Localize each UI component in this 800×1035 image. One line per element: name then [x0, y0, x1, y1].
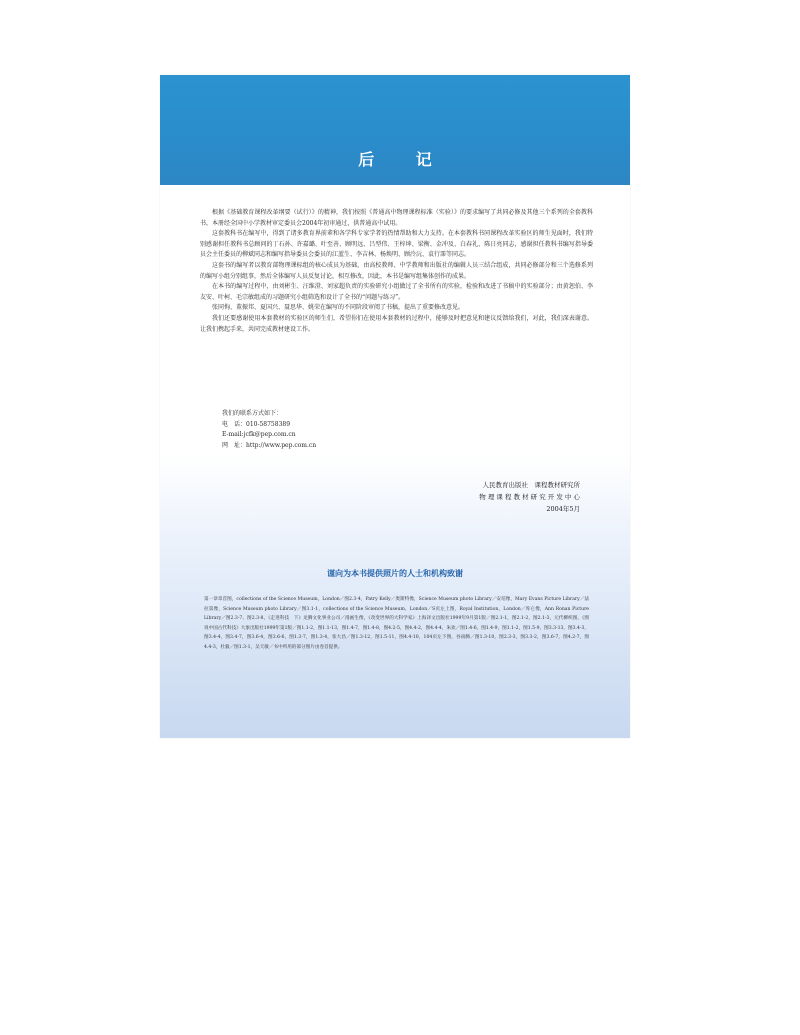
postscript-body [200, 208, 593, 335]
signature-date: 2004年5月 [546, 505, 580, 513]
contact-website: 网 址：http://www.pep.com.cn [222, 441, 317, 449]
contact-phone: 电 话：010-58758389 [222, 420, 291, 428]
acknowledgement-title: 谨向为本书提供照片的人士和机构致谢 [327, 568, 463, 578]
acknowledgement-text: 第一章章首图，collections of the Science Museum，London／图2.3-4，Patry Kelly／奥斯特像，Science Museum photo Library／安培像，Mary Evans Picture Library／法拉第像，Science Museum photo Library／图3.1-1，collections of the Science Museum，London／S页左上图，Royal Institution，London／库仑像，Ann Ronan Picture Library／图2.3-7、图2.3-8，《走进科技 下》龙腾文化事业公司／漫画生像，《改变世界的大科学家》上海译文出版社1999年9月第1版／图2.1-1，图2.1-2，图2.1-3，元代柳织图，《图说中国古代科技》大象出版社1999年第1版／图1.1-2，图1.1-13，图1.4-7，图1.4-8，图4.2-5，图4.4-2，图4.4-4，朱欢／图1.4-6，图1.4-9，图1.1-2，图1.5-9，图3.3-13，图3.4-3，图3.4-4，图3.4-7，图3.6-4，图3.6-6，图1.3-7，图1.3-4，张大昌／图1.3-12，图1.5-11，图4.4-10，104页左下图，谷雨腾／图1.3-10，图2.3-3，图3.3-2，图3.6-7，图4.2-7，图4.4-3，杜毅／图1.3-1，吴天敏／书中所用的部分图片由卷首提供。 [204, 597, 589, 650]
body-paragraph: 我们还要感谢使用本套教材的实验区的师生们，希望你们在使用本套教材的过程中，能够及时把意见和建议反馈给我们，对此，我们深表谢意。让我们携起手来，共同完成教材建设工作。 [200, 314, 593, 333]
body-paragraph: 在本书的编写过程中，由刘彬生、汪维澄、刘家超负责的实验研究小组做过了全书所有的实验，检验和改进了书稿中的实验部分；由黄恕伯、李友安、叶柯、毛宗敏组成的习题研究小组筛选和设计了全书的“问题与练习”。 [200, 283, 593, 301]
signature-block [320, 479, 580, 515]
signature-center: 物 理 课 程 教 材 研 究 开 发 中 心 [479, 493, 580, 501]
document-page [160, 75, 630, 738]
contact-email: E-mail:jcfk@pep.com.cn [222, 431, 296, 439]
body-paragraph: 这套书的编写者以教育部物理课标组的核心成员为基础，由高校教师、中学教师和出版社的编辑人员三结合组成，共同必修部分和三个选修系列的编写小组分别组事，然后全体编写人员反复讨论，相互修改，因此，本书是编写组集体创作的成果。 [200, 261, 593, 280]
page-title: 后 记 [358, 150, 450, 169]
contact-intro: 我们的联系方式如下： [222, 410, 283, 417]
body-paragraph: 根据《基础教育课程改革纲要（试行）》的精神，我们按照《普通高中物理课程标准（实验）》的要求编写了共同必修及其他三个系列的全套教科书，本册经全国中小学教材审定委员会2004年初审通过，供普通高中试用。 [200, 209, 593, 227]
body-paragraph: 这套教科书在编写中，得到了诸多教育界前辈和各学科专家学者的热情帮助和大力支持。在本套教科书同课程改革实验区的师生见面时，我们特别感谢担任教科书总顾问的丁石孙、许嘉璐、叶至善、顾明远、吕型伟、王梓坤、梁衡、金冲及、白春礼、陈日亮同志，感谢担任教科书编写指导委员会主任委员的柳斌同志和编写指导委员会委员的江蓝生、李吉林、杨焕明、顾泠沅、袁行霈等同志。 [200, 230, 593, 259]
signature-publisher: 人民教育出版社 课程教材研究所 [482, 481, 580, 489]
body-paragraph: 张同恂、董振邦、夏国兴、聂思华、姚荣在编写的不同阶段审阅了书稿，提出了重要修改意见。 [212, 304, 465, 312]
contact-info [222, 409, 522, 451]
